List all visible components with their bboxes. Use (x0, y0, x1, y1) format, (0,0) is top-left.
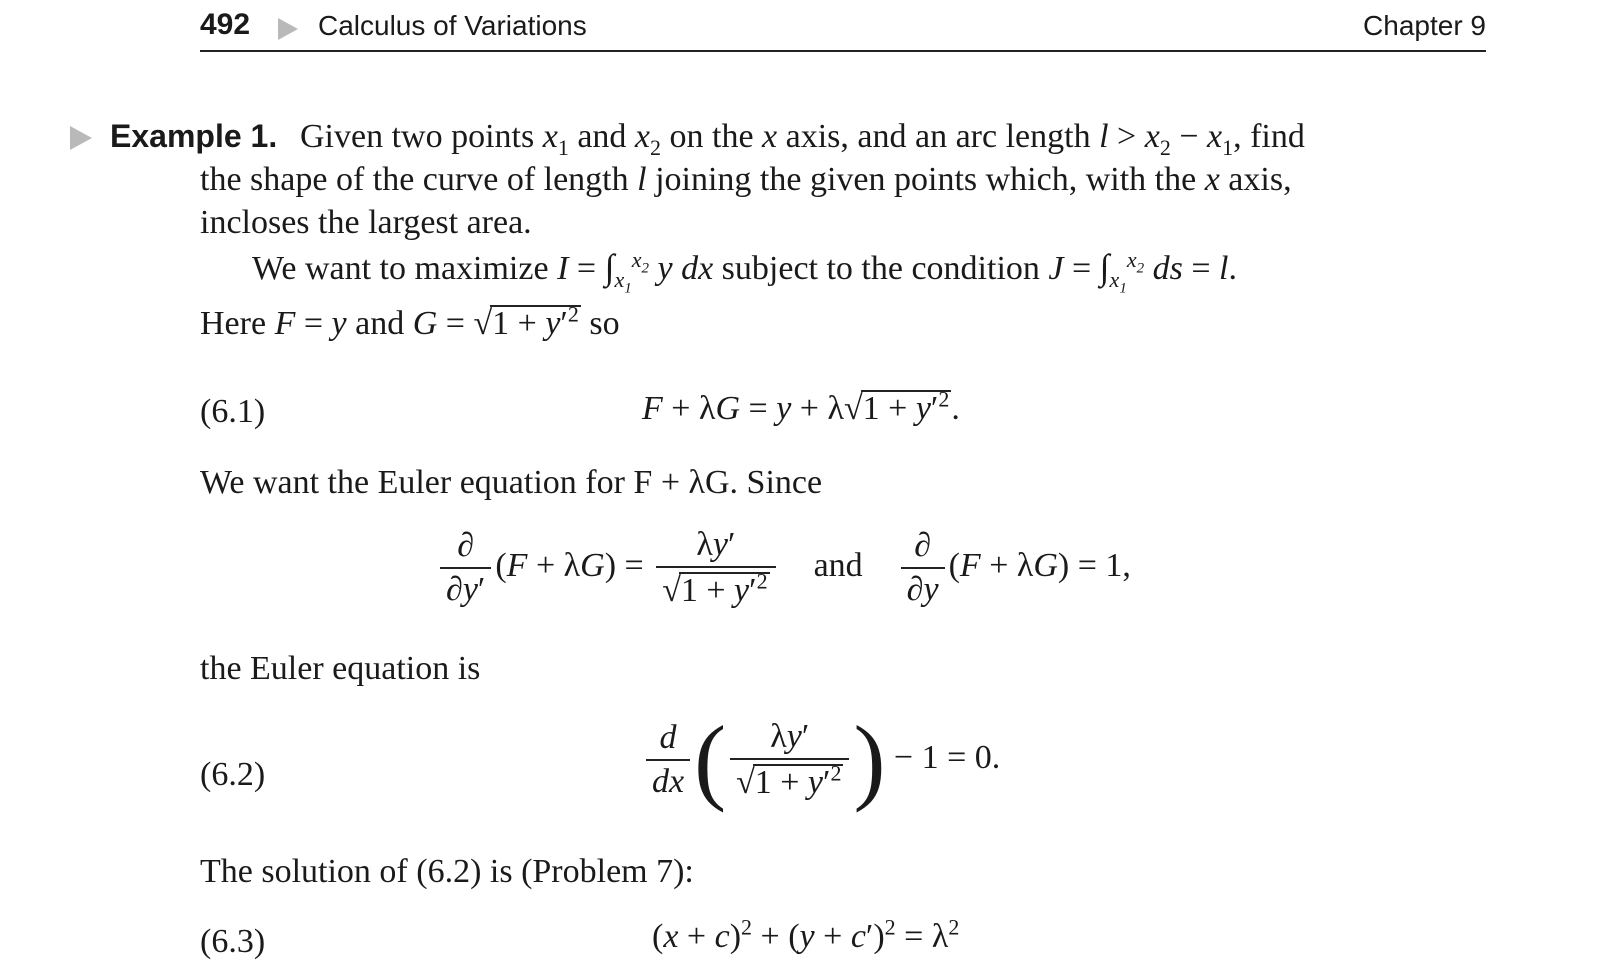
equation-6-3: $(x + c)^2 + (y + c')^2 = \lambda^2$ (652, 914, 960, 955)
paragraph-line-1: Given two points $x_1$ and $x_2$ on the x axis, and an arc length $l > x_2 - x_1$, find (300, 118, 1305, 160)
paragraph-line-5: Here F = y and $G = √1 + y'^2$ so (200, 301, 620, 342)
page-number: 492 (200, 8, 251, 41)
example-arrow-icon (70, 126, 92, 150)
paragraph-line-2: the shape of the curve of length l joining the given points which, with the x axis, (200, 161, 1292, 198)
equation-6-2-label: (6.2) (200, 756, 266, 793)
solution-intro: The solution of (6.2) is (Problem 7): (200, 853, 694, 890)
partial-derivatives-equation: $\frac{\partial}{\partial y'}$ (F + λG) = $\frac{\lambda y'}{√1 + y'^2}$ and $\frac{\partial}{\partial y}$ (F + λG) = 1, (436, 528, 1131, 608)
equation-6-2: $\frac{d}{dx}$ ( $\frac{\lambda y'}{√1 + y'^2}$ ) − 1 = 0. (642, 712, 1000, 808)
header-arrow-icon (278, 18, 298, 40)
paragraph-line-3: incloses the largest area. (200, 204, 532, 241)
section-title: Calculus of Variations (318, 10, 587, 41)
chapter-label: Chapter 9 (1363, 10, 1486, 41)
paragraph-line-4: We want to maximize $I = \int_{x_1}^{x_2}$ y dx subject to the condition $J = \int_{x_1}^{x_2}$ ds = l. (252, 246, 1237, 297)
euler-intro-line: We want the Euler equation for F + λG. Since (200, 464, 823, 501)
page-header (200, 6, 1486, 52)
euler-equation-intro: the Euler equation is (200, 650, 481, 687)
equation-6-3-label: (6.3) (200, 923, 266, 960)
equation-6-1-label: (6.1) (200, 393, 266, 430)
equation-6-1: $F + \lambda G = y + \lambda√1 + y'^2$. (642, 386, 960, 427)
example-label: Example 1. (110, 118, 278, 154)
